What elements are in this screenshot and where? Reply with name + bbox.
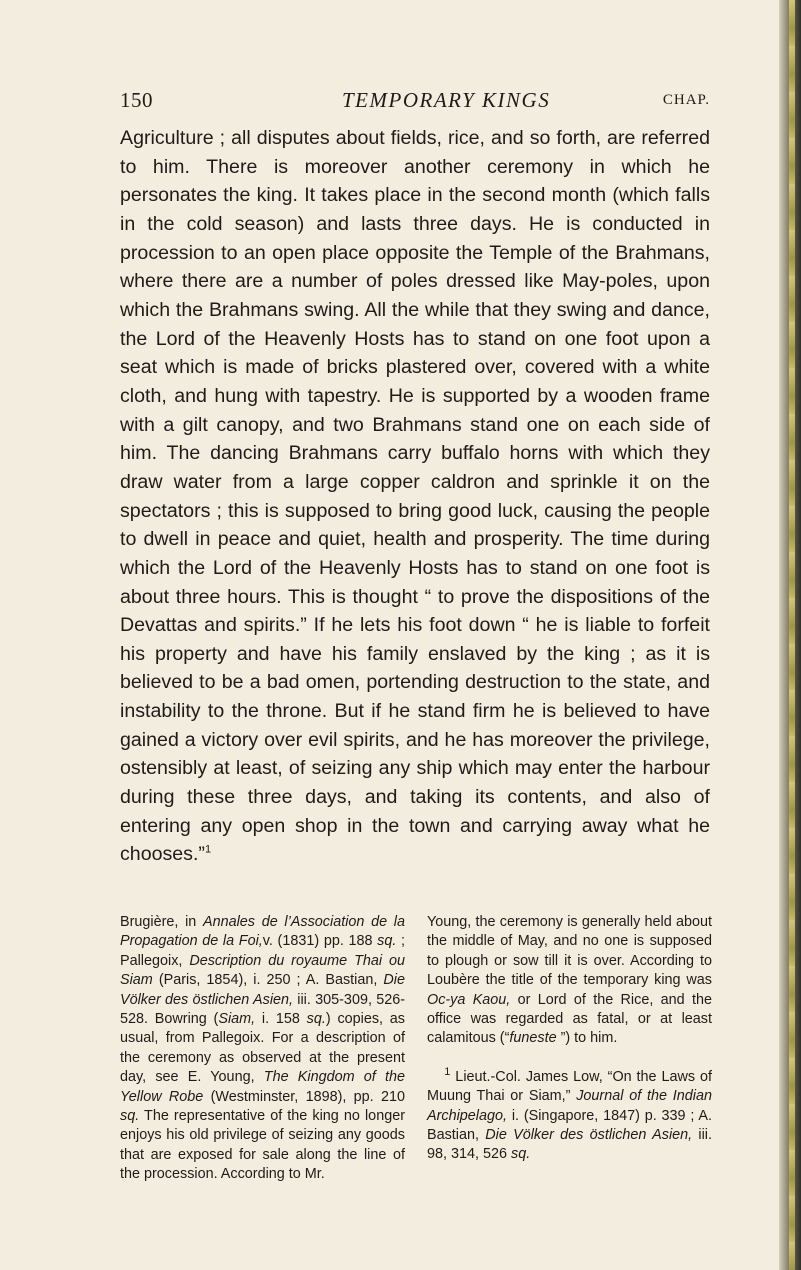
footnote-continued-left	[120, 913, 405, 1185]
footnote-left-segment: Siam,	[218, 1011, 256, 1028]
footnote-1-text	[427, 1069, 712, 1163]
footnote-column-left	[120, 913, 405, 1185]
footnote-left-segment: Die Völker des östlichen Asien,	[120, 972, 405, 1008]
footnote-left-segment: The representative of the king no longer enjoys his old privilege of seizing any goods that are exposed for sale along the line of the procession. According to Mr.	[120, 1108, 405, 1183]
footnote-left-segment: iii. 305-309, 526-528. Bowring (	[120, 991, 406, 1028]
footnotes	[120, 913, 712, 1185]
page-header	[120, 88, 710, 118]
footnote-1-marker: 1	[444, 1066, 451, 1079]
footnote-left-segment: (Westminster, 1898), pp. 210	[203, 1088, 405, 1105]
footnote-left-segment: i. 158	[255, 1011, 307, 1028]
footnote-right-continuation-segment: ”) to him.	[556, 1030, 618, 1047]
footnote-column-right	[427, 913, 712, 1185]
footnote-left-segment: v. (1831) pp. 188	[262, 933, 378, 950]
footnote-continued-right	[427, 913, 712, 1049]
footnote-left-segment: sq.	[120, 1108, 140, 1125]
footnote-right-continuation-segment: funeste	[509, 1030, 557, 1047]
footnote-left-segment: The Kingdom of the Yellow Robe	[120, 1069, 405, 1105]
footnote-left-segment: sq.	[377, 933, 397, 950]
footnote-1-segment: i. (Singapore, 1847) p. 339 ; A. Bastian,	[427, 1107, 712, 1144]
footnote-1-segment: sq.	[511, 1146, 531, 1163]
body-paragraph	[120, 124, 710, 869]
footnote-left-segment: (Paris, 1854), i. 250 ; A. Bastian,	[152, 972, 384, 989]
footnote-1	[427, 1068, 712, 1165]
footnote-right-continuation-segment: Young, the ceremony is generally held about the middle of May, and no one is supposed to plough or sow till it is over. According to Loubère the title of the temporary king was	[427, 914, 712, 989]
footnote-left-segment: Annales de l’Association de la Propagation de la Foi,	[120, 914, 405, 950]
footnote-1-segment: iii. 98, 314, 526	[427, 1127, 713, 1163]
chapter-label: CHAP.	[662, 92, 710, 108]
footnote-1-segment: Die Völker des östlichen Asien,	[485, 1127, 693, 1144]
footnote-left-segment: Description du royaume Thai ou Siam	[120, 952, 405, 989]
page-edge-gilt	[789, 0, 795, 1270]
page-number: 150	[120, 88, 153, 112]
running-title: TEMPORARY KINGS	[342, 88, 551, 112]
footnote-left-segment: Brugière, in	[120, 914, 203, 930]
body-paragraph-text: Agriculture ; all disputes about fields, rice, and so forth, are referred to him. There is moreover another ceremony in which he personates the king. It takes place in the second month (which falls in the cold season) and lasts three days. He is conducted in procession to an open place opposite the Temple of the Brahmans, where there are a number of poles dressed like May-poles, upon which the Brahmans swing. All the while that they swing and dance, the Lord of the Heavenly Hosts has to stand on one foot upon a seat which is made of bricks plastered over, covered with a white cloth, and hung with tapestry. He is supported by a wooden frame with a gilt canopy, and two Brahmans stand one on each side of him. The dancing Brahmans carry buffalo horns with which they draw water from a large copper caldron and sprinkle it on the spectators ; this is supposed to bring good luck, causing the people to dwell in peace and quiet, health and prosperity. The time during which the Lord of the Heavenly Hosts has to stand on one foot is about three hours. This is thought “ to prove the dispositions of the Devattas and spirits.” If he lets his foot down “ he is liable to forfeit his property and have his family enslaved by the king ; as it is believed to be a bad omen, portending destruction to the state, and instability to the throne. But if he stand firm he is believed to have gained a victory over evil spirits, and he has moreover the privilege, ostensibly at least, of seizing any ship which may enter the harbour during these three days, and taking its contents, and also of entering any open shop in the town and carrying away what he chooses.”	[120, 127, 710, 866]
footnote-left-segment: ) copies, as usual, from Pallegoix. For a description of the ceremony as observed at the present day, see E. Young,	[120, 1011, 406, 1086]
footnote-1-segment: Journal of the Indian Archipelago,	[427, 1088, 712, 1124]
footnote-right-continuation-segment: Oc-ya Kaou,	[427, 991, 511, 1008]
footnote-reference-1: 1	[204, 843, 212, 856]
footnote-spacer	[427, 1049, 712, 1068]
footnote-left-segment: sq.	[306, 1011, 326, 1028]
footnote-1-segment: Lieut.-Col. James Low, “On the Laws of Muung Thai or Siam,”	[427, 1068, 712, 1105]
footnote-right-continuation-segment: or Lord of the Rice, and the office was regarded as fatal, or at least calamitous (“	[427, 991, 712, 1047]
footnote-left-segment: ; Pallegoix,	[120, 933, 405, 969]
